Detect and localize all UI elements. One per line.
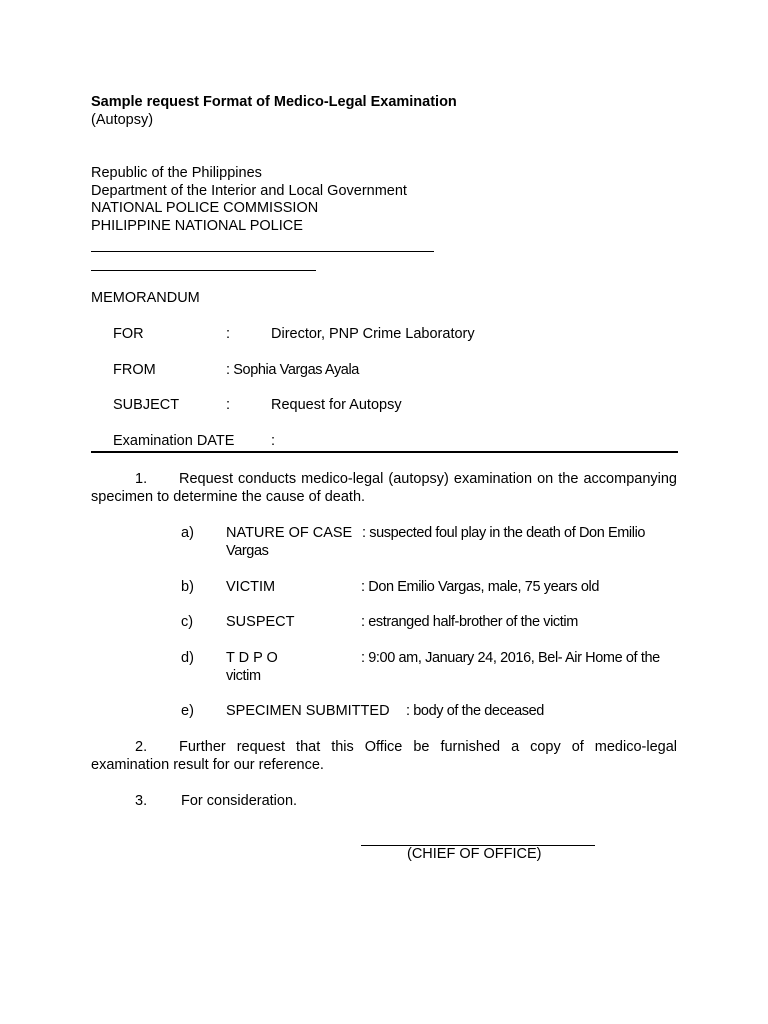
memo-from-label: FROM xyxy=(113,362,156,378)
memo-heading: MEMORANDUM xyxy=(91,290,200,306)
item-a-label: NATURE OF CASE xyxy=(226,525,353,541)
paragraph-1-text: Request conducts medico-legal (autopsy) examination on the accompanying specimen to determine the cause of death. xyxy=(91,471,677,505)
letterhead-line-pnp: PHILIPPINE NATIONAL POLICE xyxy=(91,218,303,234)
letterhead-line-republic: Republic of the Philippines xyxy=(91,165,262,181)
document-title: Sample request Format of Medico-Legal Examination xyxy=(91,94,457,110)
item-e-letter: e) xyxy=(181,703,194,719)
memo-from-value: : Sophia Vargas Ayala xyxy=(226,362,359,378)
item-e-label: SPECIMEN SUBMITTED xyxy=(226,703,390,719)
item-d-value: : 9:00 am, January 24, 2016, Bel- Air Home of the xyxy=(361,650,660,666)
item-d-letter: d) xyxy=(181,650,194,666)
memo-subject-label: SUBJECT xyxy=(113,397,180,413)
paragraph-1 xyxy=(91,471,677,506)
paragraph-3-number: 3. xyxy=(135,793,148,809)
item-d-value-continued: victim xyxy=(226,668,261,684)
paragraph-3-text: For consideration. xyxy=(181,793,298,809)
paragraph-1-number: 1. xyxy=(135,471,148,487)
signature-label: (CHIEF OF OFFICE) xyxy=(407,846,542,862)
memo-header-divider xyxy=(91,451,678,453)
letterhead-rule-long xyxy=(91,251,434,252)
memo-for-label: FOR xyxy=(113,326,144,342)
letterhead-line-dilg: Department of the Interior and Local Government xyxy=(91,183,407,199)
memo-subject-value: Request for Autopsy xyxy=(271,397,402,413)
memo-date-label: Examination DATE xyxy=(113,433,235,449)
item-b-letter: b) xyxy=(181,579,194,595)
item-d-label: T D P O xyxy=(226,650,278,666)
letterhead-line-napolcom: NATIONAL POLICE COMMISSION xyxy=(91,200,319,216)
memo-for-colon: : xyxy=(226,326,231,342)
paragraph-2 xyxy=(91,739,677,774)
item-b-value: : Don Emilio Vargas, male, 75 years old xyxy=(361,579,599,595)
item-a-value-continued: Vargas xyxy=(226,543,269,559)
item-a-letter: a) xyxy=(181,525,194,541)
memo-for-value: Director, PNP Crime Laboratory xyxy=(271,326,475,342)
item-b-label: VICTIM xyxy=(226,579,276,595)
paragraph-2-text: Further request that this Office be furnished a copy of medico-legal examination result for our reference. xyxy=(91,739,677,773)
memo-date-colon: : xyxy=(271,433,276,449)
memo-subject-colon: : xyxy=(226,397,231,413)
document-subtitle: (Autopsy) xyxy=(91,112,154,128)
item-c-label: SUSPECT xyxy=(226,614,295,630)
item-c-value: : estranged half-brother of the victim xyxy=(361,614,578,630)
item-c-letter: c) xyxy=(181,614,194,630)
letterhead-rule-short xyxy=(91,270,316,271)
item-a-value: : suspected foul play in the death of Don Emilio xyxy=(362,525,646,541)
item-e-value: : body of the deceased xyxy=(406,703,544,719)
paragraph-2-number: 2. xyxy=(135,739,148,755)
